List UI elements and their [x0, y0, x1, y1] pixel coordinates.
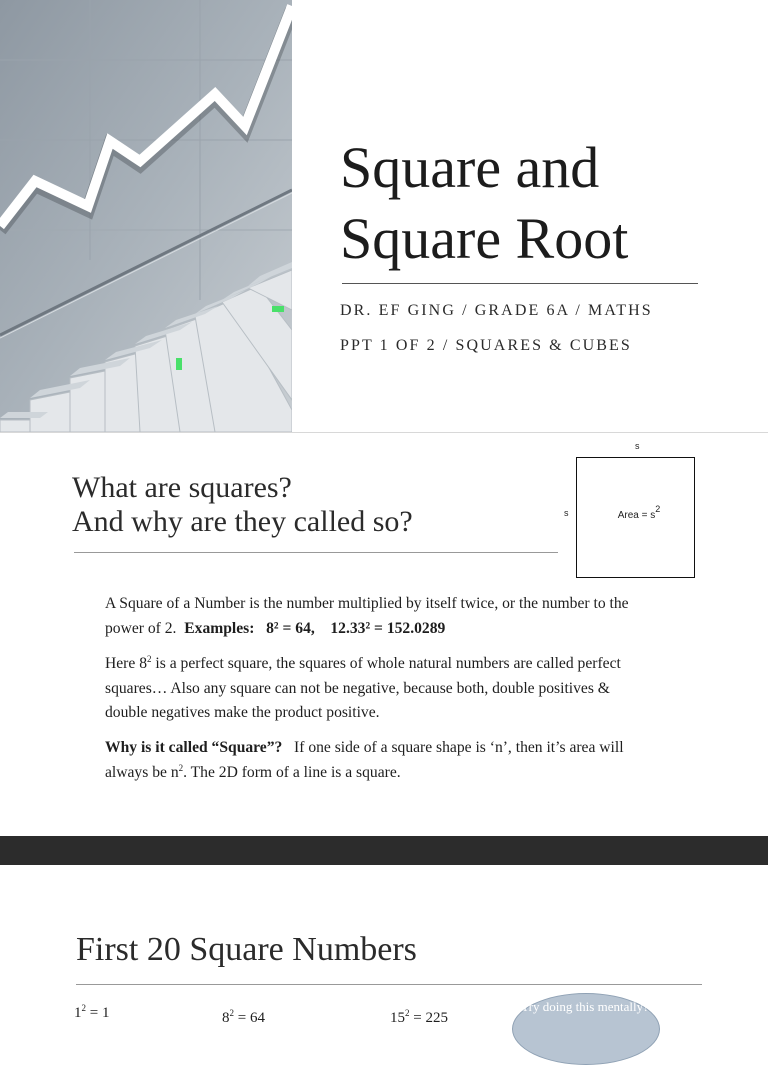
- square-top-side-label: s: [635, 441, 640, 451]
- heading-line-1: What are squares?: [72, 471, 292, 504]
- heading-divider: [74, 552, 558, 553]
- title-line-1: Square and: [340, 135, 600, 200]
- heading-line-2: And why are they called so?: [72, 505, 413, 538]
- item-base: 15: [390, 1010, 405, 1026]
- heading-divider: [76, 984, 702, 985]
- slide-heading: First 20 Square Numbers: [76, 931, 417, 968]
- p2-post-text: is a perfect square, the squares of whole natural numbers are called perfect squares… Also any square can not be negative, because both, double positives & double negatives make the product positive.: [105, 655, 621, 721]
- area-text: Area = s: [617, 510, 656, 521]
- why-question: Why is it called “Square”?: [105, 739, 283, 756]
- p3-pre-text: If one side of a square shape is ‘n’, then it’s area will always be n: [105, 739, 624, 781]
- square-item: [74, 1005, 109, 1022]
- item-result: = 225: [409, 1010, 448, 1026]
- rising-graph-line-icon: [0, 0, 292, 432]
- hint-bubble-text: Try doing this mentally?: [521, 999, 649, 1014]
- slide-heading: [72, 471, 552, 539]
- definition-paragraph: [105, 592, 635, 641]
- subtitle-author: DR. EF GING / GRADE 6A / MATHS: [340, 302, 653, 319]
- slide-title: [340, 132, 740, 274]
- example-2: 12.33² = 152.0289: [330, 619, 446, 637]
- title-slide: [0, 0, 768, 432]
- title-line-2: Square Root: [340, 206, 629, 271]
- item-exponent: 2: [81, 1003, 86, 1013]
- cover-stairs-graph-image: [0, 0, 292, 432]
- subtitle-part: PPT 1 OF 2 / SQUARES & CUBES: [340, 337, 632, 354]
- item-base: 8: [222, 1010, 230, 1026]
- p3-exponent: 2: [178, 762, 184, 773]
- square-left-side-label: s: [564, 508, 569, 518]
- squares-explanation-slide: [0, 432, 768, 837]
- p2-exponent: 2: [147, 654, 152, 664]
- item-exponent: 2: [229, 1008, 234, 1018]
- item-base: 1: [74, 1005, 82, 1021]
- why-square-paragraph: [105, 736, 635, 785]
- p2-pre-text: Here 8: [105, 655, 147, 672]
- examples-label: Examples:: [184, 619, 255, 637]
- square-item: [390, 1010, 448, 1027]
- p3-post-text: . The 2D form of a line is a square.: [183, 763, 401, 781]
- slide-separator-bar: [0, 836, 768, 865]
- square-numbers-slide: [0, 865, 768, 1024]
- area-formula-label: [576, 504, 702, 521]
- perfect-square-paragraph: [105, 652, 635, 726]
- definition-text: A Square of a Number is the number multiplied by itself twice, or the number to the power of 2.: [105, 595, 629, 637]
- square-item: [222, 1010, 265, 1027]
- title-divider: [342, 283, 698, 284]
- item-exponent: 2: [405, 1008, 410, 1018]
- area-exponent: 2: [655, 504, 661, 514]
- item-result: = 64: [234, 1010, 265, 1026]
- item-result: = 1: [86, 1005, 110, 1021]
- example-1: 8² = 64,: [266, 619, 315, 637]
